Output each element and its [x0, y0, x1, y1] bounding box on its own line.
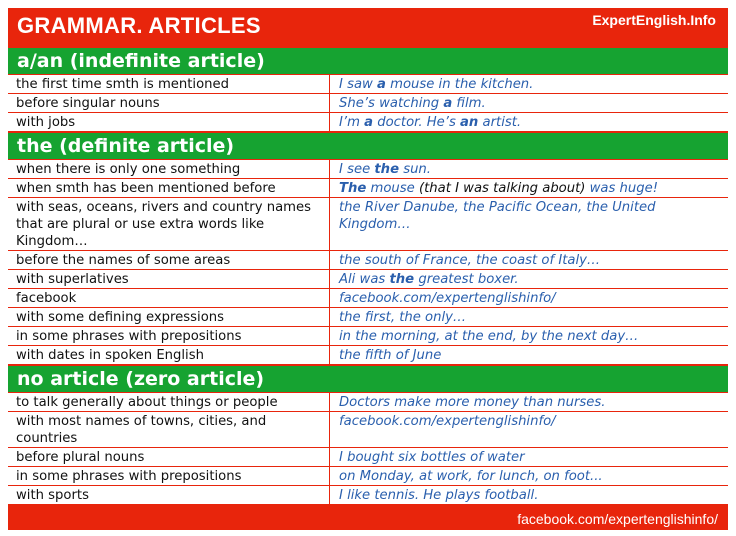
- example-cell: the south of France, the coast of Italy…: [339, 253, 601, 268]
- rule-cell: with some defining expressions: [8, 308, 330, 326]
- rule-cell: to talk generally about things or people: [8, 393, 330, 411]
- rule-cell: in some phrases with prepositions: [8, 327, 330, 345]
- table-row: [8, 327, 728, 346]
- example-cell: facebook.com/expertenglishinfo/: [339, 291, 556, 306]
- example-cell: the fifth of June: [339, 348, 442, 363]
- example-cell: facebook.com/expertenglishinfo/: [339, 414, 556, 429]
- example-cell: I saw a mouse in the kitchen.: [339, 77, 534, 92]
- example-cell: She’s watching a film.: [339, 96, 486, 111]
- articles-table: [8, 47, 728, 504]
- rule-cell: before the names of some areas: [8, 251, 330, 269]
- rule-cell: with seas, oceans, rivers and country names that are plural or use extra words like Kingdom…: [8, 198, 330, 250]
- table-row: [8, 467, 728, 486]
- brand-label: ExpertEnglish.Info: [592, 12, 716, 28]
- example-cell: I bought six bottles of water: [339, 450, 525, 465]
- table-row: [8, 160, 728, 179]
- table-row: [8, 179, 728, 198]
- footer-bar: [8, 509, 728, 530]
- rule-cell: when smth has been mentioned before: [8, 179, 330, 197]
- example-cell: The mouse (that I was talking about) was huge!: [339, 181, 659, 196]
- rule-cell: before plural nouns: [8, 448, 330, 466]
- rule-cell: facebook: [8, 289, 330, 307]
- rule-cell: with jobs: [8, 113, 330, 131]
- example-cell: on Monday, at work, for lunch, on foot...: [339, 469, 603, 484]
- rule-cell: with most names of towns, cities, and countries: [8, 412, 330, 447]
- table-row: [8, 94, 728, 113]
- table-row: [8, 251, 728, 270]
- rule-cell: in some phrases with prepositions: [8, 467, 330, 485]
- example-cell: Doctors make more money than nurses.: [339, 395, 606, 410]
- example-cell: Ali was the greatest boxer.: [339, 272, 519, 287]
- table-row: [8, 448, 728, 467]
- section-heading: a/an (indefinite article): [8, 47, 728, 75]
- example-cell: I’m a doctor. He’s an artist.: [339, 115, 522, 130]
- table-row: [8, 289, 728, 308]
- page-title: GRAMMAR. ARTICLES: [17, 13, 261, 38]
- example-cell: I see the sun.: [339, 162, 431, 177]
- footer-link: facebook.com/expertenglishinfo/: [517, 511, 718, 527]
- example-cell: in the morning, at the end, by the next day…: [339, 329, 639, 344]
- rule-cell: with superlatives: [8, 270, 330, 288]
- table-row: [8, 113, 728, 132]
- table-row: [8, 75, 728, 94]
- example-cell: the River Danube, the Pacific Ocean, the United Kingdom…: [339, 200, 656, 232]
- section-heading: the (definite article): [8, 132, 728, 160]
- rule-cell: before singular nouns: [8, 94, 330, 112]
- title-bar: [8, 8, 728, 47]
- rule-cell: with dates in spoken English: [8, 346, 330, 364]
- table-row: [8, 346, 728, 365]
- table-row: [8, 393, 728, 412]
- rule-cell: when there is only one something: [8, 160, 330, 178]
- table-row: [8, 308, 728, 327]
- table-row: [8, 412, 728, 448]
- table-row: [8, 198, 728, 251]
- rule-cell: the first time smth is mentioned: [8, 75, 330, 93]
- table-row: [8, 270, 728, 289]
- articles-sheet: [8, 8, 728, 530]
- table-row: [8, 486, 728, 504]
- example-cell: I like tennis. He plays football.: [339, 488, 539, 503]
- example-cell: the first, the only…: [339, 310, 467, 325]
- rule-cell: with sports: [8, 486, 330, 504]
- section-heading: no article (zero article): [8, 365, 728, 393]
